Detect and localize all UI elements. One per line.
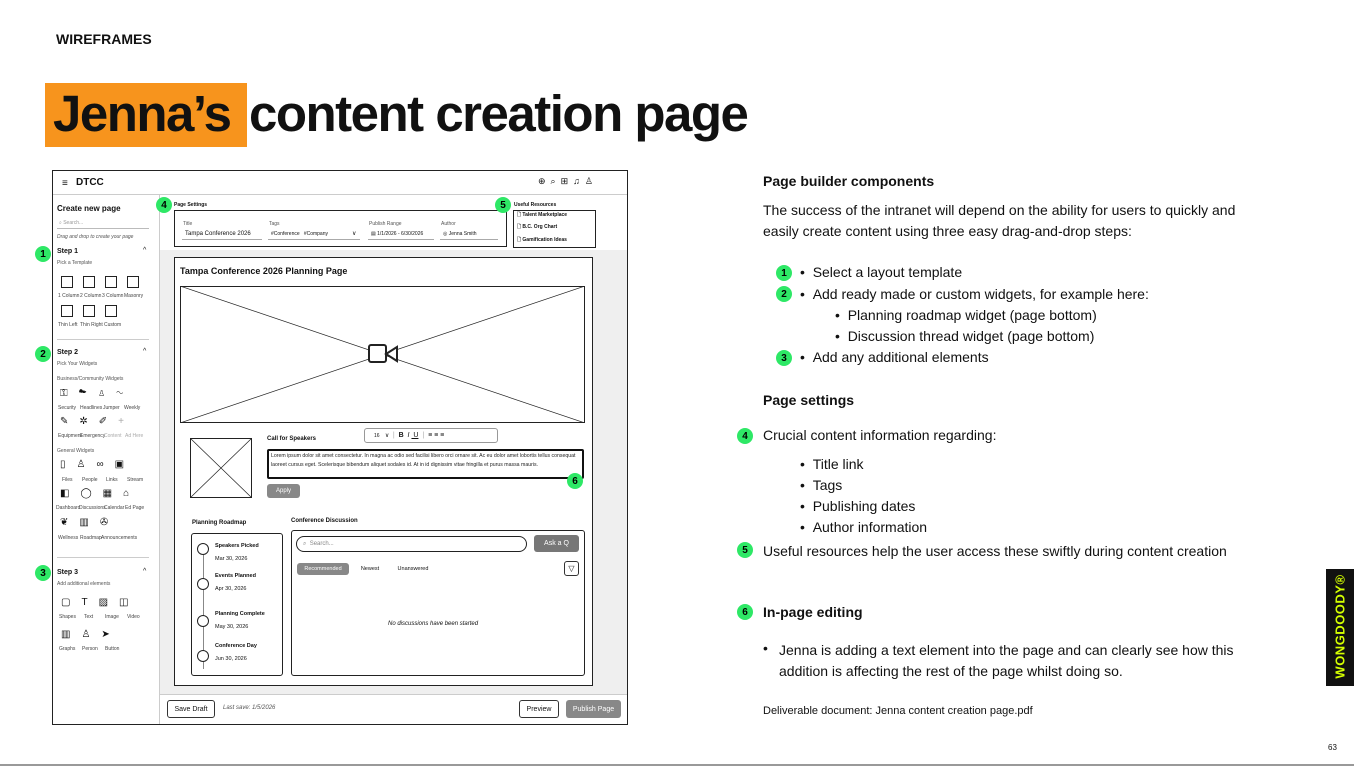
marker-4: 4	[156, 197, 172, 213]
graphs-icon[interactable]: ▥	[61, 629, 82, 640]
discussions-icon[interactable]: ◯	[80, 488, 103, 499]
announcements-icon[interactable]: ✇	[99, 517, 120, 528]
underline-icon[interactable]: U	[411, 432, 419, 439]
milestone-title: Conference Day	[215, 643, 257, 649]
preview-button[interactable]	[519, 700, 559, 718]
resource-link[interactable]: 🗋 Talent Marketplace	[517, 212, 568, 218]
save-draft-label: Save Draft	[174, 705, 208, 713]
sub-bullet: • Planning roadmap widget (page bottom)	[835, 307, 1097, 323]
resources-text: Useful resources help the user access these swiftly during content creation	[763, 543, 1227, 559]
step1-sub: Pick a Template	[57, 260, 93, 266]
sub-bullet: • Discussion thread widget (page bottom)	[835, 328, 1095, 344]
settings-bullet-label: Tags	[812, 477, 843, 493]
logo: DTCC	[76, 177, 104, 188]
step3-sub: Add additional elements	[57, 581, 111, 587]
step1-label: Select a layout template	[812, 264, 963, 280]
font-size-select[interactable]: 16	[374, 433, 380, 439]
sidebar-title: Create new page	[57, 204, 121, 213]
element-icons-row	[61, 597, 139, 608]
brand-text: WONGDOODY®	[1332, 574, 1348, 679]
resource-label: B.C. Org Chart	[522, 224, 558, 230]
step3-title: Step 3	[57, 569, 79, 576]
widget-label: Files	[62, 477, 73, 483]
tab-label: Recommended	[304, 566, 342, 572]
publish-label: Publish Range	[369, 221, 402, 227]
roadmap-icon[interactable]: ▥	[79, 517, 100, 528]
publish-button[interactable]	[566, 700, 621, 718]
settings-bullet: • Tags	[800, 477, 843, 493]
brand-badge	[1326, 569, 1354, 686]
widget-label: Discussions	[79, 505, 106, 511]
apply-button[interactable]	[267, 484, 300, 498]
step1-title: Step 1	[57, 248, 79, 255]
step2-text: • Add ready made or custom widgets, for example here:	[800, 286, 1149, 302]
milestone-title: Speakers Picked	[215, 543, 259, 549]
widget-label: Stream	[127, 477, 144, 483]
settings-bullet-label: Title link	[812, 456, 864, 472]
user-icon[interactable]: ♙	[584, 176, 598, 186]
settings-bullet: • Publishing dates	[800, 498, 916, 514]
weekly-icon[interactable]: ∿	[116, 388, 134, 399]
stream-icon[interactable]: ▣	[114, 459, 136, 470]
section-tag: WIREFRAMES	[56, 31, 152, 47]
layout-label: Thin Left	[58, 322, 78, 328]
element-label: Button	[105, 646, 120, 652]
align-right-icon[interactable]: ≡	[440, 432, 445, 439]
jumper-icon[interactable]: ♙	[97, 388, 117, 399]
widget-label: Jumper	[103, 405, 120, 411]
wellness-icon[interactable]: ❦	[60, 517, 80, 528]
discussion-search[interactable]: ⌕ Search...	[296, 536, 527, 552]
publish-value: 1/1/2026 - 6/30/2026	[377, 231, 424, 237]
links-icon[interactable]: ∞	[96, 459, 115, 470]
step-divider	[57, 557, 149, 558]
tags-dropdown-icon[interactable]: ∨	[352, 231, 357, 237]
widget-icons-row	[60, 488, 140, 499]
resource-link[interactable]: 🗋 Gamification Ideas	[517, 237, 567, 243]
preview-label: Preview	[526, 705, 552, 713]
equipment-icon[interactable]: ✎	[60, 416, 80, 427]
settings-bullet-label: Author information	[812, 519, 928, 535]
page-number: 63	[1328, 743, 1337, 752]
author-label: Author	[441, 221, 456, 227]
widget-label: Weekly	[124, 405, 141, 411]
search-icon[interactable]: ⌕	[550, 176, 561, 186]
marker-3: 3	[776, 350, 792, 366]
marker-6: 6	[567, 473, 583, 489]
resource-label: Gamification Ideas	[522, 237, 567, 243]
widget-group-label: Business/Community Widgets	[57, 376, 124, 382]
step3-text: • Add any additional elements	[800, 349, 989, 365]
step-divider	[57, 339, 149, 340]
milestone-title: Events Planned	[215, 573, 256, 579]
image-icon[interactable]: ▨	[98, 597, 120, 608]
widget-label: Security	[58, 405, 77, 411]
files-icon[interactable]: ▯	[60, 459, 77, 470]
layout-label: Thin Right	[80, 322, 103, 328]
bottom-rule	[0, 764, 1354, 766]
discussion-heading: Conference Discussion	[291, 518, 358, 524]
settings-text: Crucial content information regarding:	[763, 427, 997, 443]
sidebar-hint: Drag and drop to create your page	[57, 234, 134, 240]
empty-message: No discussions have been started	[388, 621, 479, 627]
step2-label: Add ready made or custom widgets, for example here:	[812, 286, 1149, 302]
text-icon[interactable]: T	[81, 597, 99, 608]
widget-label: Ad Here	[125, 433, 144, 439]
last-save: Last save: 1/5/2026	[223, 705, 276, 711]
title-field[interactable]	[182, 229, 262, 240]
footer-divider	[160, 694, 627, 695]
heading-page-builder: Page builder components	[763, 173, 935, 189]
milestone-date: Apr 30, 2026	[215, 586, 247, 592]
resources-heading: Useful Resources	[514, 202, 557, 208]
tab-label: Newest	[360, 566, 380, 572]
save-draft-button[interactable]	[167, 700, 215, 718]
topbar-divider	[53, 194, 627, 195]
element-label: Video	[127, 614, 140, 620]
ask-label: Ask a Q	[544, 540, 569, 547]
deliverable-text: Deliverable document: Jenna content creation page.pdf	[763, 705, 1033, 717]
grid-icon[interactable]: ⊞	[560, 176, 574, 186]
discussion-search-placeholder: Search...	[309, 541, 334, 547]
sub-bullet-label: Discussion thread widget (page bottom)	[847, 328, 1095, 344]
widget-label: Equipment	[58, 433, 82, 439]
dropdown-icon[interactable]: ∨	[381, 433, 391, 439]
tab-newest[interactable]	[355, 563, 385, 575]
title-label: Title	[183, 221, 193, 227]
layout-custom-icon[interactable]	[105, 305, 117, 317]
widget-label: People	[82, 477, 98, 483]
ask-question-button[interactable]	[534, 535, 579, 552]
content-icon[interactable]: ✐	[98, 416, 119, 427]
milestone-date: May 30, 2026	[215, 624, 249, 630]
step1-text: • Select a layout template	[800, 264, 963, 280]
sidebar-search[interactable]: ⌕ Search...	[57, 218, 149, 229]
widget-label: Headlines	[80, 405, 103, 411]
widget-icons-row	[60, 388, 134, 399]
widget-label: Roadmap	[80, 535, 102, 541]
step3-chevron-icon[interactable]: ^	[143, 568, 147, 575]
add-icon[interactable]: +	[118, 416, 136, 427]
resource-link[interactable]: 🗋 B.C. Org Chart	[517, 224, 558, 230]
widget-label: Content	[104, 433, 122, 439]
layout-thinright-icon[interactable]	[83, 305, 95, 317]
layout-label: Custom	[104, 322, 122, 328]
align-left-icon[interactable]: ≡	[426, 432, 433, 439]
filter-icon[interactable]: ▽	[564, 561, 579, 576]
button-icon[interactable]: ➤	[101, 629, 121, 640]
marker-3: 3	[35, 565, 51, 581]
tab-recommended[interactable]	[297, 563, 349, 575]
heading-in-page-editing: In-page editing	[763, 604, 863, 620]
layout-thinleft-icon[interactable]	[61, 305, 73, 317]
marker-4: 4	[737, 428, 753, 444]
tags-field[interactable]	[268, 229, 360, 240]
milestone-title: Planning Complete	[215, 611, 265, 617]
widget-icons-row	[60, 459, 135, 470]
milestone-date: Jun 30, 2026	[215, 656, 247, 662]
widget-icons-row	[60, 416, 135, 427]
layout-label: 3 Column	[102, 293, 124, 299]
edpage-icon[interactable]: ⌂	[123, 488, 141, 499]
security-icon[interactable]: ⚿	[60, 388, 79, 399]
marker-6: 6	[737, 604, 753, 620]
video-placeholder[interactable]	[180, 286, 585, 423]
settings-bullet: • Author information	[800, 519, 928, 535]
page-title-rest: content creation page	[249, 85, 748, 142]
tag-chip[interactable]: #Conference	[271, 231, 300, 237]
widget-label: Emergency	[80, 433, 106, 439]
robot-icon[interactable]: ⊕	[538, 176, 551, 186]
element-label: Image	[105, 614, 119, 620]
widget-icons-row	[60, 517, 119, 528]
title-value: Tampa Conference 2026	[185, 231, 251, 237]
italic-icon[interactable]: I	[405, 432, 410, 439]
widget-label: Announcements	[101, 535, 138, 541]
heading-page-settings: Page settings	[763, 392, 855, 408]
format-toolbar: 16 ∨ | B I U | ≡ ≡ ≡	[364, 428, 498, 443]
roadmap-heading: Planning Roadmap	[192, 520, 247, 526]
intro-text: The success of the intranet will depend on the ability for users to quickly and easily create content using three easy drag-and-drop steps:	[763, 202, 1236, 239]
publish-label: Publish Page	[572, 705, 615, 713]
layout-label: 1 Column	[58, 293, 80, 299]
element-icons-row	[61, 629, 121, 640]
page-title-highlight: Jenna’s	[53, 85, 231, 142]
topbar-icons	[538, 176, 598, 187]
marker-2: 2	[35, 346, 51, 362]
widget-label: Calendar	[104, 505, 125, 511]
milestone-dot	[197, 650, 209, 662]
marker-5: 5	[495, 197, 511, 213]
step3-label: Add any additional elements	[812, 349, 989, 365]
element-label: Graphs	[59, 646, 76, 652]
editing-bullet-mark: •	[763, 640, 768, 656]
marker-5: 5	[737, 542, 753, 558]
step2-chevron-icon[interactable]: ^	[143, 348, 147, 355]
video-icon[interactable]: ◫	[119, 597, 140, 608]
text-editor-content: Lorem ipsum dolor sit amet consectetur. In magna ac odio sed facilisi libero orci ornare sit. Ac eu dolor amet lobortis tellus consequat laoreet cursus eget. Scelerisque bibendum aliquet sodales id. At in id dignissim vitae fringilla et purus massa mauris.	[271, 453, 576, 468]
tab-unanswered[interactable]	[390, 563, 436, 575]
call-heading: Call for Speakers	[267, 436, 317, 442]
marker-2: 2	[776, 286, 792, 302]
widget-label: Dashboard	[56, 505, 81, 511]
settings-heading: Page Settings	[174, 202, 208, 208]
layout-label: Masonry	[124, 293, 144, 299]
widget-label: Ed Page	[125, 505, 145, 511]
bold-icon[interactable]: B	[396, 432, 404, 439]
canvas-page-title: Tampa Conference 2026 Planning Page	[180, 266, 348, 276]
element-label: Person	[82, 646, 98, 652]
layout-masonry-icon[interactable]	[127, 276, 139, 288]
layout-1col-icon[interactable]	[61, 276, 73, 288]
author-field[interactable]: ◎ Jenna Smith	[440, 229, 498, 240]
widget-group-label: General Widgets	[57, 448, 95, 454]
author-value: Jenna Smith	[448, 231, 477, 237]
milestone-date: Mar 30, 2026	[215, 556, 248, 562]
marker-1: 1	[35, 246, 51, 262]
milestone-dot	[197, 615, 209, 627]
image-placeholder[interactable]	[190, 438, 252, 498]
editing-text: Jenna is adding a text element into the page and can clearly see how this addition is affecting the rest of the page whilst doing so.	[779, 642, 1234, 679]
bell-icon[interactable]: ♫	[573, 176, 585, 186]
step1-chevron-icon[interactable]: ^	[143, 247, 147, 254]
tab-label: Unanswered	[397, 566, 429, 572]
element-label: Shapes	[59, 614, 76, 620]
person-icon[interactable]: ♙	[81, 629, 102, 640]
align-center-icon[interactable]: ≡	[434, 432, 439, 439]
calendar-icon[interactable]: ▦	[102, 488, 124, 499]
sub-bullet-label: Planning roadmap widget (page bottom)	[847, 307, 1097, 323]
apply-label: Apply	[275, 488, 291, 494]
text-editor-box[interactable]	[267, 449, 584, 479]
emergency-icon[interactable]: ✲	[79, 416, 99, 427]
people-icon[interactable]: ♙	[76, 459, 97, 470]
sidebar-search-placeholder: Search...	[63, 220, 84, 226]
publish-field[interactable]: ▤ 1/1/2026 - 6/30/2026	[368, 229, 434, 240]
milestone-dot	[197, 543, 209, 555]
step2-sub: Pick Your Widgets	[57, 361, 98, 367]
shapes-icon[interactable]: ▢	[61, 597, 82, 608]
tag-chip[interactable]: #Company	[303, 231, 328, 237]
resource-label: Talent Marketplace	[522, 212, 568, 218]
milestone-dot	[197, 578, 209, 590]
widget-label: Links	[106, 477, 118, 483]
tags-label: Tags	[269, 221, 280, 227]
layout-3col-icon[interactable]	[105, 276, 117, 288]
settings-bullet-label: Publishing dates	[812, 498, 916, 514]
menu-icon[interactable]: ≡	[62, 178, 68, 189]
widget-label: Wellness	[58, 535, 79, 541]
marker-1: 1	[776, 265, 792, 281]
layout-2col-icon[interactable]	[83, 276, 95, 288]
dashboard-icon[interactable]: ◧	[60, 488, 81, 499]
element-label: Text	[84, 614, 94, 620]
settings-bullet: • Title link	[800, 456, 864, 472]
step2-title: Step 2	[57, 349, 79, 356]
layout-label: 2 Column	[80, 293, 102, 299]
headlines-icon[interactable]: ☁	[78, 388, 98, 399]
